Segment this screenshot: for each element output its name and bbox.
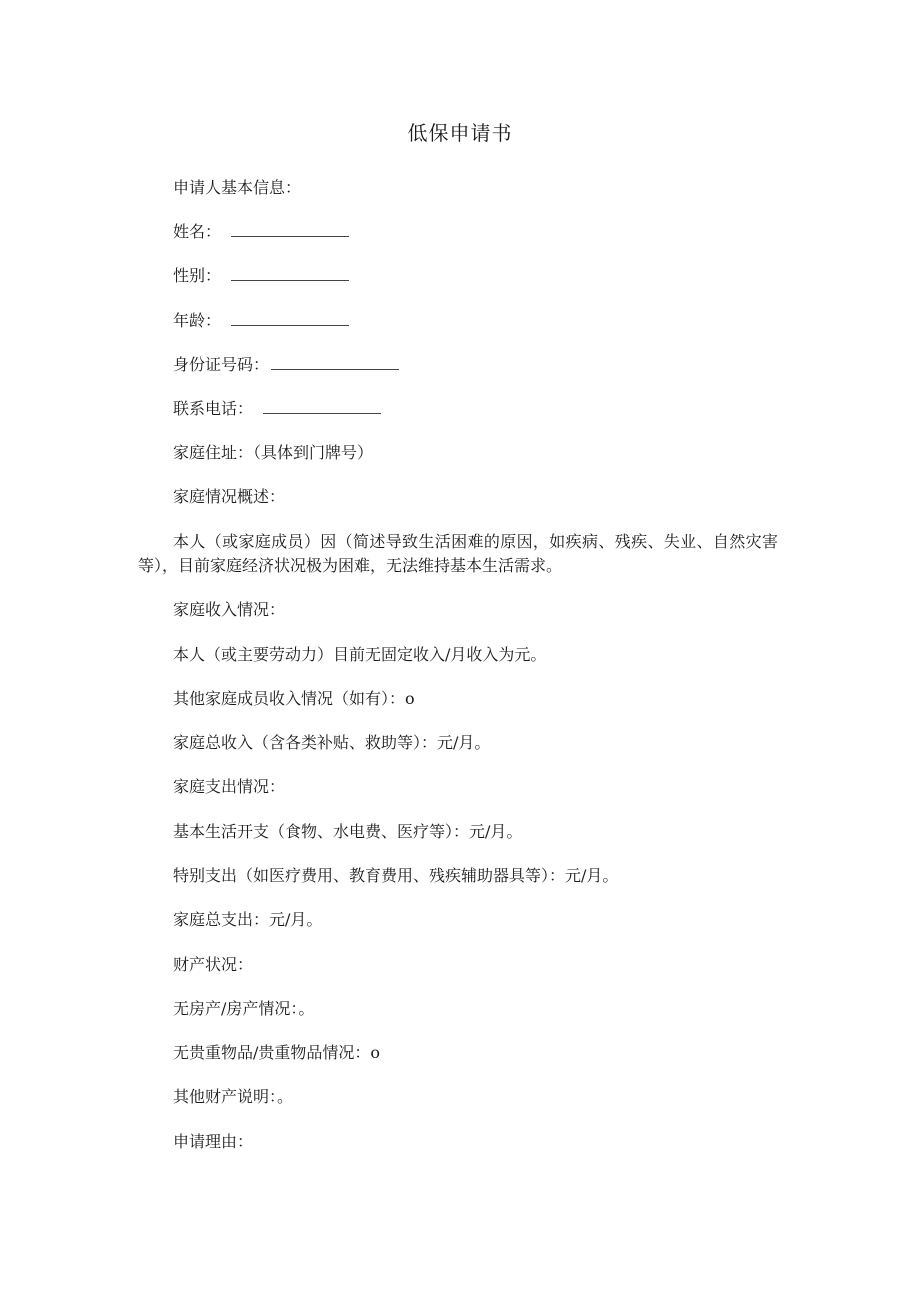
gender-label: 性别： (173, 266, 222, 285)
income-self: 本人（或主要劳动力）目前无固定收入/月收入为元。 (173, 645, 547, 664)
income-total: 家庭总收入（含各类补贴、救助等）：元/月。 (173, 733, 491, 752)
document-title: 低保申请书 (407, 121, 513, 145)
property-other: 其他财产说明：。 (173, 1087, 294, 1106)
property-house: 无房产/房产情况：。 (173, 999, 315, 1018)
age-blank[interactable] (231, 311, 349, 326)
name-label: 姓名： (173, 222, 222, 241)
reason-heading: 申请理由： (173, 1132, 254, 1151)
property-heading: 财产状况： (173, 955, 254, 974)
gender-blank[interactable] (231, 266, 349, 281)
phone-label: 联系电话： (173, 399, 254, 418)
income-heading: 家庭收入情况： (173, 600, 286, 619)
expense-total: 家庭总支出：元/月。 (173, 910, 323, 929)
property-valuables: 无贵重物品/贵重物品情况：o (173, 1043, 381, 1062)
name-row (173, 221, 349, 243)
age-label: 年龄： (173, 311, 222, 330)
name-blank[interactable] (231, 222, 349, 237)
gender-row (173, 265, 349, 287)
id-label: 身份证号码： (173, 355, 270, 374)
id-blank[interactable] (271, 355, 399, 370)
basic-info-heading: 申请人基本信息： (173, 178, 302, 197)
age-row (173, 310, 349, 332)
expense-heading: 家庭支出情况： (173, 777, 286, 796)
family-overview-heading: 家庭情况概述： (173, 487, 286, 506)
family-overview-text: 本人（或家庭成员）因（简述导致生活困难的原因，如疾病、残疾、失业、自然灾害等），目前家庭经济状况极为困难，无法维持基本生活需求。 (138, 532, 778, 575)
expense-basic: 基本生活开支（食物、水电费、医疗等）：元/月。 (173, 822, 523, 841)
income-others: 其他家庭成员收入情况（如有）：o (173, 689, 415, 708)
phone-blank[interactable] (263, 399, 381, 414)
expense-special: 特别支出（如医疗费用、教育费用、残疾辅助器具等）：元/月。 (173, 866, 619, 885)
phone-row (173, 398, 381, 420)
id-row (173, 354, 399, 376)
address-row: 家庭住址：（具体到门牌号） (173, 443, 374, 462)
